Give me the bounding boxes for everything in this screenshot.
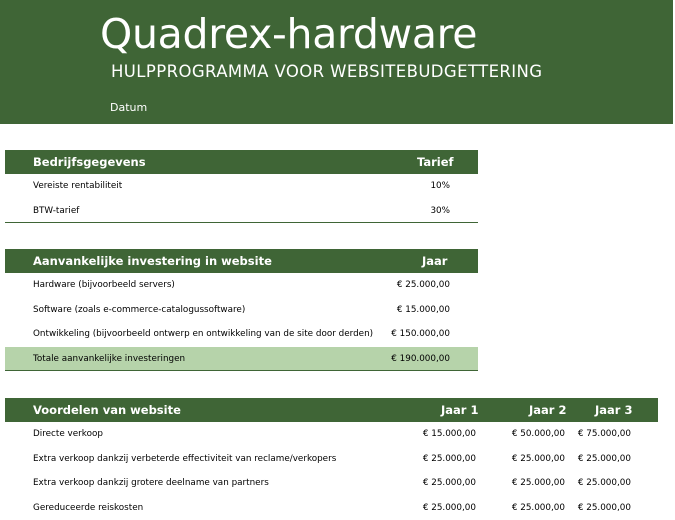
website-benefits-table [5,398,658,520]
title-banner [0,0,673,124]
table-header [5,249,478,273]
company-name: Quadrex-hardware [100,10,478,58]
row-value-year-3: € 25.000,00 [577,478,631,488]
column-header-rate: Tarief [417,155,454,169]
row-value-year-3: € 25.000,00 [577,453,631,464]
table-header [5,398,658,422]
row-label: Vereiste rentabiliteit [33,181,123,191]
table-header [5,150,478,174]
total-value: € 190.000,00 [391,353,450,364]
table-title: Bedrijfsgegevens [33,155,146,169]
row-label: Ontwikkeling (bijvoorbeeld ontwerp en ontwikkeling van de site door derden) [33,329,374,339]
row-value: € 150.000,00 [391,329,450,339]
row-label: Software (zoals e-commerce-catalogussoftware) [33,304,246,315]
row-value: 30% [430,205,450,216]
column-header-year-3: Jaar 3 [595,403,633,417]
row-label: BTW-tarief [33,205,80,216]
company-data-table [5,150,478,223]
table-row[interactable] [5,422,658,447]
row-value: € 15.000,00 [396,304,450,315]
row-value: 10% [430,181,450,191]
row-label: Directe verkoop [33,429,103,439]
column-header-year: Jaar [422,254,448,268]
table-row[interactable] [5,174,478,199]
row-label: Gereduceerde reiskosten [33,502,144,513]
row-value-year-1: € 15.000,00 [422,429,476,439]
row-value-year-2: € 25.000,00 [511,453,565,464]
row-value-year-2: € 25.000,00 [511,478,565,488]
row-value-year-3: € 25.000,00 [577,502,631,513]
date-label[interactable]: Datum [110,101,148,114]
row-value: € 25.000,00 [396,280,450,290]
table-title: Voordelen van website [33,403,181,417]
table-row[interactable] [5,496,658,520]
row-label: Extra verkoop dankzij verbeterde effectiviteit van reclame/verkopers [33,453,337,464]
table-row[interactable] [5,322,478,347]
row-value-year-1: € 25.000,00 [422,502,476,513]
row-label: Extra verkoop dankzij grotere deelname van partners [33,478,269,488]
total-row[interactable] [5,347,478,372]
row-value-year-2: € 50.000,00 [511,429,565,439]
table-row[interactable] [5,471,658,496]
total-label: Totale aanvankelijke investeringen [33,353,186,364]
document-subtitle: HULPPROGRAMMA VOOR WEBSITEBUDGETTERING [111,62,543,81]
table-row[interactable] [5,273,478,298]
row-value-year-3: € 75.000,00 [577,429,631,439]
column-header-year-1: Jaar 1 [441,403,479,417]
column-header-year-2: Jaar 2 [529,403,567,417]
row-value-year-1: € 25.000,00 [422,478,476,488]
row-value-year-2: € 25.000,00 [511,502,565,513]
initial-investment-table [5,249,478,371]
table-title: Aanvankelijke investering in website [33,254,272,268]
table-row[interactable] [5,199,478,224]
row-value-year-1: € 25.000,00 [422,453,476,464]
row-label: Hardware (bijvoorbeeld servers) [33,280,175,290]
table-row[interactable] [5,298,478,323]
table-row[interactable] [5,447,658,472]
